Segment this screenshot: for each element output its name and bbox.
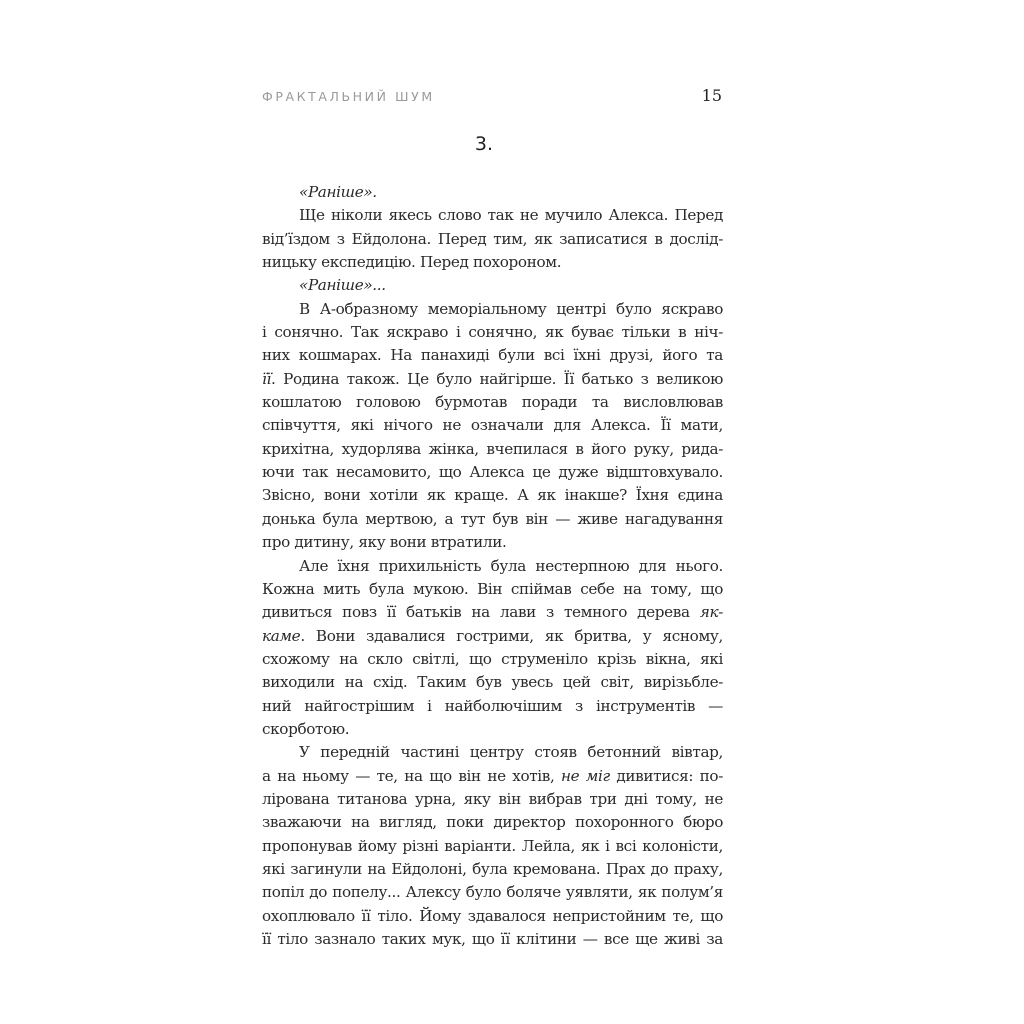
text-segment: кошлатою головою бурмотав поради та висловлював [262, 393, 723, 412]
text-segment: пропонував йому різні варіанти. Лейла, як і всі колоністи, [262, 836, 723, 855]
text-segment: і сонячно. Так яскраво і сонячно, як буває тільки в ніч- [262, 323, 723, 342]
text-line [262, 508, 723, 531]
text-line [262, 788, 723, 811]
text-segment: ний найгострішим і найболючішим з інструментів — [262, 696, 723, 715]
text-segment: скорботою. [262, 719, 350, 738]
text-segment: ючи так несамовито, що Алекса це дуже відштовхувало. [262, 463, 723, 482]
text-segment: схожому на скло світлі, що струменіло крізь вікна, які [262, 649, 723, 668]
chapter-number: 3. [474, 133, 494, 155]
text-segment: ницьку експедицію. Перед похороном. [262, 253, 562, 272]
text-line [262, 625, 723, 648]
text-segment: зважаючи на вигляд, поки директор похоронного бюро [262, 813, 723, 832]
text-line [262, 484, 723, 507]
text-segment: донька була мертвою, а тут був він — живе нагадування [262, 509, 723, 528]
text-segment: охоплювало її тіло. Йому здавалося непристойним те, що [262, 906, 723, 925]
text-segment: Кожна мить була мукою. Він спіймав себе на тому, що [262, 579, 723, 598]
text-segment: її тіло зазнало таких мук, що її клітини — все ще живі за [262, 930, 723, 948]
text-line [262, 718, 723, 741]
text-line [262, 858, 723, 881]
page-number: 15 [701, 86, 722, 105]
text-segment: них кошмарах. На панахиді були всі їхні друзі, його та [262, 346, 723, 365]
text-line [262, 181, 723, 204]
text-segment: дивитися: по- [609, 766, 723, 785]
text-line [262, 741, 723, 764]
text-segment: Звісно, вони хотіли як краще. А як інакше? Їхня єдина [262, 486, 723, 505]
text-line [262, 298, 723, 321]
text-line [262, 881, 723, 904]
text-segment: дивиться повз її батьків на лави з темного дерева [262, 603, 700, 622]
italic-text: «Раніше»... [299, 276, 386, 295]
italic-text: як- [699, 603, 723, 622]
text-line [262, 368, 723, 391]
text-line [262, 228, 723, 251]
text-line [262, 344, 723, 367]
text-line [262, 461, 723, 484]
italic-text: каме [262, 626, 301, 645]
text-segment: Але їхня прихильність була нестерпною для нього. [299, 556, 723, 575]
text-line [262, 905, 723, 928]
text-segment: попіл до попелу... Алексу було боляче уявляти, як полум’я [262, 883, 723, 902]
text-line [262, 765, 723, 788]
text-segment: . Родина також. Це було найгірше. Її батько з великою [271, 369, 723, 388]
text-segment: а на ньому — те, на що він не хотів, [262, 766, 561, 785]
text-segment: виходили на схід. Таким був увесь цей світ, вирізьбле- [262, 673, 723, 692]
body-text [262, 181, 723, 951]
text-line [262, 391, 723, 414]
text-segment: співчуття, які нічого не означали для Алекса. Її мати, [262, 416, 723, 435]
text-segment: крихітна, худорлява жінка, вчепилася в його руку, рида- [262, 439, 723, 458]
text-line [262, 835, 723, 858]
text-line [262, 274, 723, 297]
text-segment: В А-образному меморіальному центрі було яскраво [299, 299, 723, 318]
text-line [262, 531, 723, 554]
text-segment: У передній частині центру стояв бетонний вівтар, [299, 743, 723, 762]
text-line [262, 648, 723, 671]
text-segment: які загинули на Ейдолоні, була кремована. Прах до праху, [262, 859, 723, 878]
text-line [262, 601, 723, 624]
running-head-title: ФРАКТАЛЬНИЙ ШУМ [262, 89, 435, 104]
text-segment: . Вони здавалися гострими, як бритва, у ясному, [300, 626, 723, 645]
text-line [262, 671, 723, 694]
text-line [262, 578, 723, 601]
text-line [262, 928, 723, 951]
chapter-heading [0, 133, 1024, 155]
text-segment: про дитину, яку вони втратили. [262, 533, 507, 552]
text-line [262, 204, 723, 227]
text-segment: Ще ніколи якесь слово так не мучило Алекса. Перед [299, 206, 723, 225]
italic-text: «Раніше». [299, 183, 377, 201]
text-line [262, 321, 723, 344]
text-line [262, 811, 723, 834]
text-line [262, 251, 723, 274]
italic-text: її [262, 369, 272, 388]
text-segment: лірована титанова урна, яку він вибрав три дні тому, не [262, 789, 723, 808]
text-line [262, 414, 723, 437]
text-line [262, 438, 723, 461]
italic-text: не міг [561, 766, 610, 785]
text-line [262, 555, 723, 578]
text-segment: від’їздом з Ейдолона. Перед тим, як записатися в дослід- [262, 229, 723, 248]
text-line [262, 695, 723, 718]
